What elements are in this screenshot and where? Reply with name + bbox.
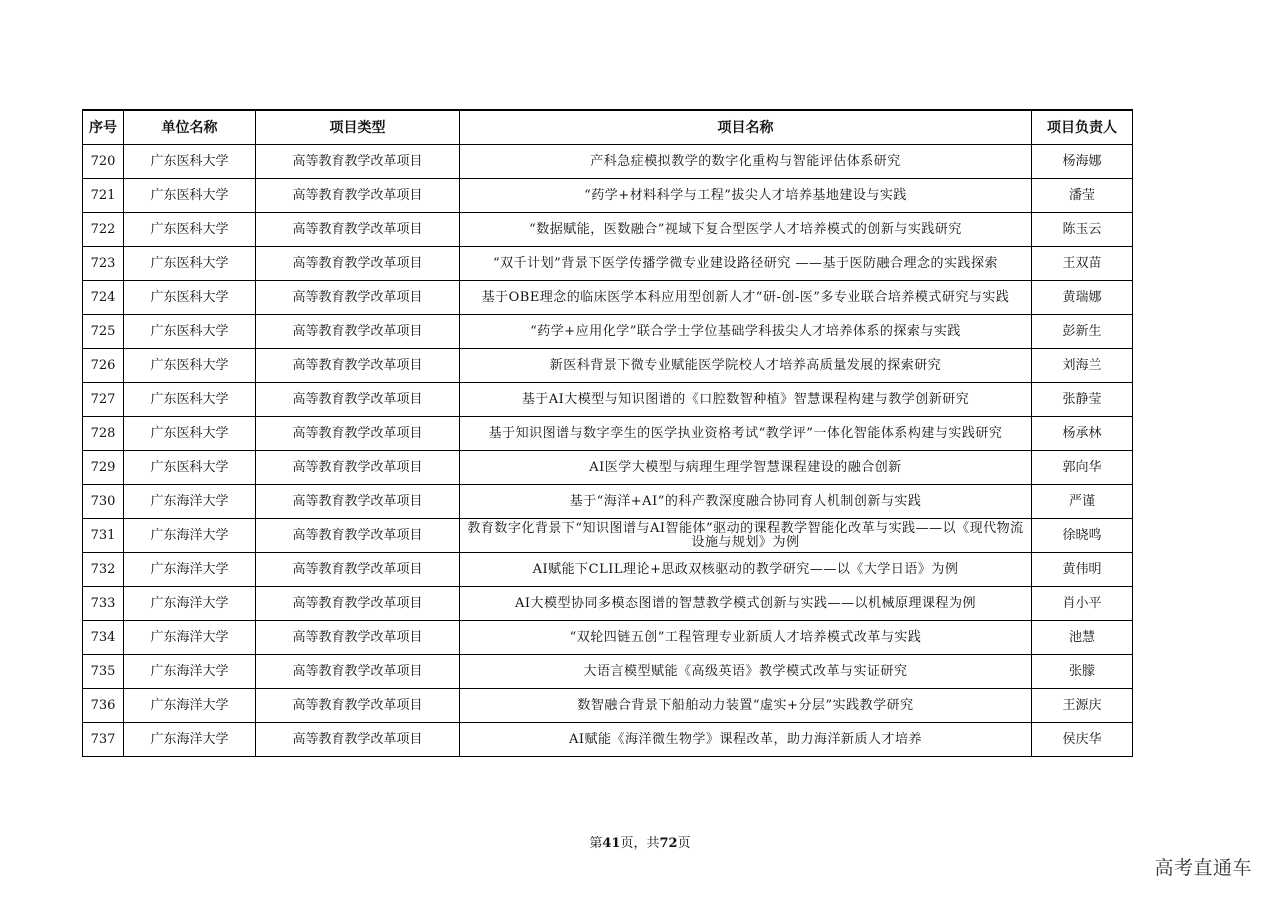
cell-no: 724 [83, 281, 124, 315]
table-row [83, 485, 1133, 519]
cell-type: 高等教育教学改革项目 [256, 519, 460, 553]
cell-name: AI大模型协同多模态图谱的智慧教学模式创新与实践——以机械原理课程为例 [460, 587, 1032, 621]
cell-name: 基于知识图谱与数字孪生的医学执业资格考试“教学评”一体化智能体系构建与实践研究 [460, 417, 1032, 451]
cell-unit: 广东海洋大学 [124, 553, 256, 587]
table-row [83, 451, 1133, 485]
cell-leader: 王双苗 [1032, 247, 1133, 281]
cell-unit: 广东海洋大学 [124, 689, 256, 723]
cell-leader: 黄瑞娜 [1032, 281, 1133, 315]
cell-no: 736 [83, 689, 124, 723]
cell-no: 720 [83, 145, 124, 179]
cell-type: 高等教育教学改革项目 [256, 281, 460, 315]
cell-leader: 严谨 [1032, 485, 1133, 519]
cell-name: 教育数字化背景下“知识图谱与AI智能体”驱动的课程教学智能化改革与实践——以《现代物流设施与规划》为例 [460, 519, 1032, 553]
cell-name: 基于“海洋+AI”的科产教深度融合协同育人机制创新与实践 [460, 485, 1032, 519]
cell-name: “数据赋能，医数融合”视域下复合型医学人才培养模式的创新与实践研究 [460, 213, 1032, 247]
table-row [83, 179, 1133, 213]
cell-unit: 广东医科大学 [124, 383, 256, 417]
cell-name: 基于OBE理念的临床医学本科应用型创新人才“研-创-医”多专业联合培养模式研究与实践 [460, 281, 1032, 315]
cell-name: AI医学大模型与病理生理学智慧课程建设的融合创新 [460, 451, 1032, 485]
table-row [83, 519, 1133, 553]
cell-name: AI赋能《海洋微生物学》课程改革，助力海洋新质人才培养 [460, 723, 1032, 757]
cell-no: 732 [83, 553, 124, 587]
cell-name: “药学+材料科学与工程”拔尖人才培养基地建设与实践 [460, 179, 1032, 213]
header-leader: 项目负责人 [1032, 110, 1133, 145]
cell-unit: 广东医科大学 [124, 247, 256, 281]
cell-no: 737 [83, 723, 124, 757]
cell-no: 721 [83, 179, 124, 213]
cell-type: 高等教育教学改革项目 [256, 383, 460, 417]
cell-leader: 王源庆 [1032, 689, 1133, 723]
cell-no: 722 [83, 213, 124, 247]
table-header-row [83, 110, 1133, 145]
cell-type: 高等教育教学改革项目 [256, 723, 460, 757]
watermark: 高考直通车 [1154, 857, 1252, 879]
cell-name: “双轮四链五创”工程管理专业新质人才培养模式改革与实践 [460, 621, 1032, 655]
cell-type: 高等教育教学改革项目 [256, 349, 460, 383]
cell-name: 大语言模型赋能《高级英语》教学模式改革与实证研究 [460, 655, 1032, 689]
cell-unit: 广东医科大学 [124, 145, 256, 179]
page-number-suffix: 页 [677, 836, 691, 851]
page-number-prefix: 第 [589, 836, 603, 851]
cell-leader: 郭向华 [1032, 451, 1133, 485]
cell-type: 高等教育教学改革项目 [256, 553, 460, 587]
header-type: 项目类型 [256, 110, 460, 145]
cell-type: 高等教育教学改革项目 [256, 587, 460, 621]
cell-type: 高等教育教学改革项目 [256, 689, 460, 723]
cell-unit: 广东医科大学 [124, 451, 256, 485]
cell-unit: 广东医科大学 [124, 281, 256, 315]
table-row [83, 655, 1133, 689]
cell-unit: 广东海洋大学 [124, 485, 256, 519]
table-row [83, 587, 1133, 621]
cell-unit: 广东海洋大学 [124, 655, 256, 689]
cell-name: 基于AI大模型与知识图谱的《口腔数智种植》智慧课程构建与教学创新研究 [460, 383, 1032, 417]
cell-leader: 潘莹 [1032, 179, 1133, 213]
page-number-total: 72 [659, 836, 678, 851]
table-row [83, 247, 1133, 281]
cell-type: 高等教育教学改革项目 [256, 315, 460, 349]
page-number-middle: 页，共 [620, 836, 660, 851]
table-row [83, 689, 1133, 723]
header-no: 序号 [83, 110, 124, 145]
table-row [83, 315, 1133, 349]
cell-no: 735 [83, 655, 124, 689]
cell-leader: 杨海娜 [1032, 145, 1133, 179]
cell-type: 高等教育教学改革项目 [256, 655, 460, 689]
cell-leader: 张静莹 [1032, 383, 1133, 417]
cell-unit: 广东医科大学 [124, 213, 256, 247]
table-row [83, 145, 1133, 179]
table-row [83, 281, 1133, 315]
cell-name: AI赋能下CLIL理论+思政双核驱动的教学研究——以《大学日语》为例 [460, 553, 1032, 587]
table-row [83, 383, 1133, 417]
table-row [83, 723, 1133, 757]
table-row [83, 213, 1133, 247]
cell-name: 产科急症模拟教学的数字化重构与智能评估体系研究 [460, 145, 1032, 179]
table-body [83, 145, 1133, 757]
cell-no: 731 [83, 519, 124, 553]
project-table [82, 109, 1133, 757]
cell-no: 723 [83, 247, 124, 281]
cell-leader: 彭新生 [1032, 315, 1133, 349]
cell-type: 高等教育教学改革项目 [256, 621, 460, 655]
cell-no: 726 [83, 349, 124, 383]
cell-no: 734 [83, 621, 124, 655]
page-number [0, 832, 1280, 851]
cell-no: 730 [83, 485, 124, 519]
cell-leader: 刘海兰 [1032, 349, 1133, 383]
table-row [83, 349, 1133, 383]
header-name: 项目名称 [460, 110, 1032, 145]
page-number-current: 41 [602, 836, 621, 851]
table-row [83, 621, 1133, 655]
table-row [83, 417, 1133, 451]
cell-unit: 广东海洋大学 [124, 621, 256, 655]
cell-leader: 黄伟明 [1032, 553, 1133, 587]
cell-no: 725 [83, 315, 124, 349]
cell-type: 高等教育教学改革项目 [256, 179, 460, 213]
header-unit: 单位名称 [124, 110, 256, 145]
cell-name: 数智融合背景下船舶动力装置“虚实+分层”实践教学研究 [460, 689, 1032, 723]
cell-unit: 广东医科大学 [124, 315, 256, 349]
cell-type: 高等教育教学改革项目 [256, 417, 460, 451]
cell-name: “双千计划”背景下医学传播学微专业建设路径研究 ——基于医防融合理念的实践探索 [460, 247, 1032, 281]
cell-leader: 肖小平 [1032, 587, 1133, 621]
cell-leader: 池慧 [1032, 621, 1133, 655]
cell-type: 高等教育教学改革项目 [256, 145, 460, 179]
cell-unit: 广东医科大学 [124, 179, 256, 213]
cell-name: 新医科背景下微专业赋能医学院校人才培养高质量发展的探索研究 [460, 349, 1032, 383]
cell-type: 高等教育教学改革项目 [256, 485, 460, 519]
cell-leader: 侯庆华 [1032, 723, 1133, 757]
cell-no: 727 [83, 383, 124, 417]
cell-unit: 广东医科大学 [124, 417, 256, 451]
cell-unit: 广东海洋大学 [124, 723, 256, 757]
cell-type: 高等教育教学改革项目 [256, 213, 460, 247]
cell-leader: 陈玉云 [1032, 213, 1133, 247]
cell-type: 高等教育教学改革项目 [256, 247, 460, 281]
cell-leader: 杨承林 [1032, 417, 1133, 451]
cell-unit: 广东海洋大学 [124, 587, 256, 621]
cell-no: 728 [83, 417, 124, 451]
table-row [83, 553, 1133, 587]
cell-no: 733 [83, 587, 124, 621]
cell-leader: 徐晓鸣 [1032, 519, 1133, 553]
cell-leader: 张朦 [1032, 655, 1133, 689]
cell-type: 高等教育教学改革项目 [256, 451, 460, 485]
cell-name: “药学+应用化学”联合学士学位基础学科拔尖人才培养体系的探索与实践 [460, 315, 1032, 349]
cell-unit: 广东医科大学 [124, 349, 256, 383]
cell-unit: 广东海洋大学 [124, 519, 256, 553]
cell-no: 729 [83, 451, 124, 485]
